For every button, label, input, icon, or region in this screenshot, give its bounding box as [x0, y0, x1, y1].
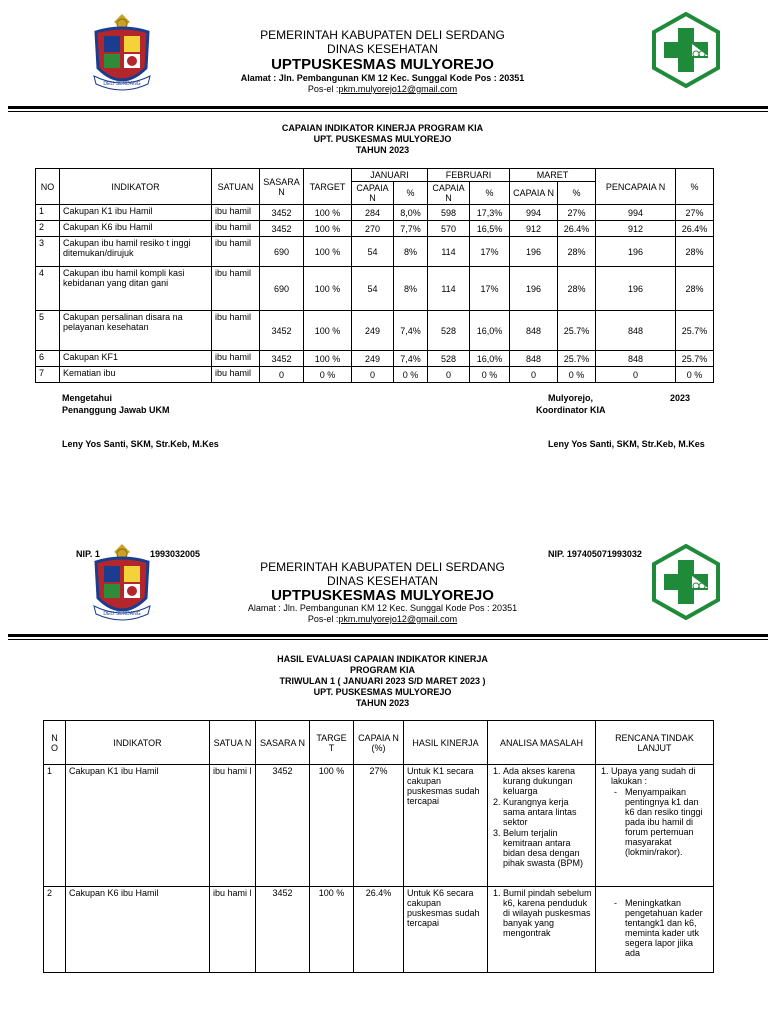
table-cell-no: 2: [36, 221, 60, 237]
table-cell-sas: 3452: [260, 205, 304, 221]
header2-line3: UPTPUSKESMAS MULYOREJO: [271, 587, 494, 604]
header-rule-thick: [8, 106, 768, 109]
analisa-item: 3. Belum terjalin kemitraan antara bidan desa dengan pihak swasta (BPM): [503, 828, 592, 868]
table-cell-hasil: Untuk K1 secara cakupan puskesmas sudah tercapai: [404, 765, 488, 887]
district-emblem-2: [90, 542, 154, 626]
table-cell-pp: 25.7%: [676, 311, 714, 351]
th2-satuan: SATUA N: [210, 721, 256, 765]
puskesmas-logo-icon: [652, 12, 720, 88]
table-cell-tgt: 100 %: [304, 351, 352, 367]
table-cell-tgt: 100 %: [304, 311, 352, 351]
table-cell-mp: 28%: [558, 267, 596, 311]
th-pct-total: %: [676, 169, 714, 205]
sign-left-2: Penanggung Jawab UKM: [62, 405, 170, 415]
table-cell-ind: Cakupan ibu hamil kompli kasi kebidanan yang ditan gani: [60, 267, 212, 311]
table-cell-sat: ibu hamil: [212, 351, 260, 367]
table-cell-fc: 114: [428, 267, 470, 311]
table-cell-jp: 7,4%: [394, 311, 428, 351]
nip-right: NIP. 197405071993032: [548, 549, 642, 559]
table-cell-sat: ibu hamil: [212, 221, 260, 237]
table-cell-mc: 0: [510, 367, 558, 383]
th2-sasaran: SASARA N: [256, 721, 310, 765]
table-cell-jc: 54: [352, 267, 394, 311]
table-cell-tgt: 100 %: [304, 237, 352, 267]
th-satuan: SATUAN: [212, 169, 260, 205]
table-cell-mc: 848: [510, 351, 558, 367]
th2-hasil: HASIL KINERJA: [404, 721, 488, 765]
table-cell-pc: 994: [596, 205, 676, 221]
th2-capaian: CAPAIA N (%): [354, 721, 404, 765]
header-line2: DINAS KESEHATAN: [327, 42, 438, 56]
analisa-item: 1. Ada akses karena kurang dukungan keluarga: [503, 766, 592, 796]
table-row: [36, 237, 714, 267]
header2-rule-thick: [8, 634, 768, 637]
table-row: [36, 367, 714, 383]
table-row: [36, 221, 714, 237]
report2-title2: PROGRAM KIA: [350, 665, 415, 675]
th-februari: FEBRUARI: [428, 169, 510, 182]
report2-title1: HASIL EVALUASI CAPAIAN INDIKATOR KINERJA: [277, 654, 488, 664]
table-row: [44, 887, 714, 973]
table-cell-fc: 0: [428, 367, 470, 383]
table-cell-mc: 912: [510, 221, 558, 237]
table-cell-cap: 26.4%: [354, 887, 404, 973]
table-cell-ind: Cakupan persalinan disara na pelayanan kesehatan: [60, 311, 212, 351]
table-cell-sat: ibu hamil: [212, 367, 260, 383]
header2-line1: PEMERINTAH KABUPATEN DELI SERDANG: [260, 560, 505, 574]
table-cell-pp: 27%: [676, 205, 714, 221]
table-cell-fp: 16,0%: [470, 311, 510, 351]
analisa-item: 1. Bumil pindah sebelum k6, karena penduduk di wilayah puskesmas banyak yang mengontrak: [503, 888, 592, 938]
table-cell-jc: 270: [352, 221, 394, 237]
email-link[interactable]: pkm.mulyorejo12@gmail.com: [338, 84, 458, 94]
th2-analisa: ANALISA MASALAH: [488, 721, 596, 765]
table-cell-hasil: Untuk K6 secara cakupan puskesmas sudah tercapai: [404, 887, 488, 973]
th-mar-pct: %: [558, 182, 596, 205]
puskesmas-logo-icon-2: [652, 544, 720, 620]
table-cell-jp: 8%: [394, 267, 428, 311]
table-row: [36, 205, 714, 221]
table-cell-jc: 54: [352, 237, 394, 267]
table-cell-ind: Cakupan K6 ibu Hamil: [66, 887, 210, 973]
table-cell-rencana: [596, 887, 714, 973]
table-cell-ind: Cakupan ibu hamil resiko t inggi ditemukan/dirujuk: [60, 237, 212, 267]
analisa-item: 2. Kurangnya kerja sama antara lintas sektor: [503, 797, 592, 827]
sign-left-1: Mengetahui: [62, 393, 113, 403]
table-cell-pp: 0 %: [676, 367, 714, 383]
header2-email-line: [200, 614, 565, 624]
report1-title1: CAPAIAN INDIKATOR KINERJA PROGRAM KIA: [281, 123, 484, 133]
table-cell-fc: 528: [428, 351, 470, 367]
table-cell-jc: 284: [352, 205, 394, 221]
table-cell-sas: 3452: [260, 311, 304, 351]
nip-left-1: NIP. 1: [76, 549, 100, 559]
th-feb-capaian: CAPAIA N: [428, 182, 470, 205]
table-cell-fc: 528: [428, 311, 470, 351]
table-cell-tgt: 100 %: [304, 221, 352, 237]
table-cell-fp: 16,5%: [470, 221, 510, 237]
header2-line2: DINAS KESEHATAN: [327, 574, 438, 588]
th-feb-pct: %: [470, 182, 510, 205]
table-cell-jc: 0: [352, 367, 394, 383]
kia-indicator-table: [35, 168, 714, 383]
sign-right-1: Mulyorejo,: [548, 393, 594, 403]
th-jan-capaian: CAPAIA N: [352, 182, 394, 205]
th-jan-pct: %: [394, 182, 428, 205]
table-cell-jc: 249: [352, 351, 394, 367]
rencana-intro: 1. Upaya yang sudah di lakukan :: [611, 766, 696, 786]
report1-title2: UPT. PUSKESMAS MULYOREJO: [313, 134, 452, 144]
report1-title3: TAHUN 2023: [355, 145, 410, 155]
table-cell-cap: 27%: [354, 765, 404, 887]
header-address: Alamat : Jln. Pembangunan KM 12 Kec. Sunggal Kode Pos : 20351: [240, 73, 525, 83]
table-cell-analisa: [488, 765, 596, 887]
table-cell-ind: Kematian ibu: [60, 367, 212, 383]
table-cell-no: 1: [36, 205, 60, 221]
name-right: Leny Yos Santi, SKM, Str.Keb, M.Kes: [548, 439, 705, 449]
table-cell-ind: Cakupan K6 ibu Hamil: [60, 221, 212, 237]
table-cell-mp: 25.7%: [558, 351, 596, 367]
th-indikator: INDIKATOR: [60, 169, 212, 205]
table-cell-ind: Cakupan K1 ibu Hamil: [60, 205, 212, 221]
table-row: [36, 351, 714, 367]
table-cell-tgt: 100 %: [310, 765, 354, 887]
report2-title3: TRIWULAN 1 ( JANUARI 2023 S/D MARET 2023 ): [279, 676, 486, 686]
table-cell-ind: Cakupan K1 ibu Hamil: [66, 765, 210, 887]
emblem-text-2: DELI SERDANG: [103, 611, 141, 617]
table-cell-fc: 570: [428, 221, 470, 237]
rencana-item: - Menyampaikan pentingnya k1 dan k6 dan resiko tinggi pada ibu hamil di forum pertemuan masyarakat (lokmin/rakor).: [611, 787, 710, 857]
table-cell-pp: 28%: [676, 237, 714, 267]
table-cell-mc: 196: [510, 267, 558, 311]
name-left: Leny Yos Santi, SKM, Str.Keb, M.Kes: [62, 439, 219, 449]
table-cell-jp: 8,0%: [394, 205, 428, 221]
email-prefix-2: Pos-el :: [307, 614, 339, 624]
table-cell-tgt: 0 %: [304, 367, 352, 383]
th2-rencana: RENCANA TINDAK LANJUT: [596, 721, 714, 765]
table-cell-analisa: [488, 887, 596, 973]
table-cell-mc: 994: [510, 205, 558, 221]
table-cell-jp: 8%: [394, 237, 428, 267]
header-email-line: [200, 84, 565, 94]
table-cell-sas: 0: [260, 367, 304, 383]
nip-left-2: 1993032005: [150, 549, 201, 559]
table-cell-fp: 17,3%: [470, 205, 510, 221]
th2-target: TARGE T: [310, 721, 354, 765]
table-cell-tgt: 100 %: [304, 205, 352, 221]
table-cell-no: 5: [36, 311, 60, 351]
table-cell-no: 3: [36, 237, 60, 267]
table-cell-sas: 690: [260, 237, 304, 267]
email-prefix: Pos-el :: [307, 84, 339, 94]
table-cell-mp: 28%: [558, 237, 596, 267]
table-row: [44, 765, 714, 887]
evaluation-table: [43, 720, 714, 973]
email-link-2[interactable]: pkm.mulyorejo12@gmail.com: [338, 614, 458, 624]
table-cell-fp: 17%: [470, 237, 510, 267]
table-cell-sat: ibu hamil: [212, 237, 260, 267]
table-cell-sas: 3452: [260, 351, 304, 367]
table-cell-jp: 7,7%: [394, 221, 428, 237]
table-cell-sat: ibu hami l: [210, 887, 256, 973]
th-sasaran: SASARA N: [260, 169, 304, 205]
header2-address: Alamat : Jln. Pembangunan KM 12 Kec. Sunggal Kode Pos : 20351: [247, 603, 518, 613]
table-cell-no: 2: [44, 887, 66, 973]
table-cell-pp: 28%: [676, 267, 714, 311]
table-cell-tgt: 100 %: [310, 887, 354, 973]
rencana-item: - Meningkatkan pengetahuan kader tentangk1 dan k6, meminta kader utk segera lapor jiika ada: [611, 898, 710, 958]
table-cell-no: 4: [36, 267, 60, 311]
table-cell-rencana: [596, 765, 714, 887]
table-cell-jc: 249: [352, 311, 394, 351]
table-cell-pc: 912: [596, 221, 676, 237]
table-cell-sat: ibu hamil: [212, 311, 260, 351]
header-line3: UPTPUSKESMAS MULYOREJO: [271, 56, 494, 73]
th-target: TARGET: [304, 169, 352, 205]
table-cell-mc: 196: [510, 237, 558, 267]
table-cell-sat: ibu hamil: [212, 205, 260, 221]
table-cell-pc: 848: [596, 351, 676, 367]
th-januari: JANUARI: [352, 169, 428, 182]
report2-title5: TAHUN 2023: [355, 698, 410, 708]
table-cell-tgt: 100 %: [304, 267, 352, 311]
table-cell-jp: 7,4%: [394, 351, 428, 367]
table-cell-pc: 0: [596, 367, 676, 383]
table-cell-fc: 114: [428, 237, 470, 267]
table-cell-mp: 25.7%: [558, 311, 596, 351]
table-cell-mp: 26.4%: [558, 221, 596, 237]
th-mar-capaian: CAPAIA N: [510, 182, 558, 205]
emblem-text: DELI SERDANG: [103, 81, 141, 87]
table-cell-ind: Cakupan KF1: [60, 351, 212, 367]
table-cell-sas: 690: [260, 267, 304, 311]
table-row: [36, 267, 714, 311]
table-cell-fp: 17%: [470, 267, 510, 311]
th-no: NO: [36, 169, 60, 205]
table-cell-sas: 3452: [260, 221, 304, 237]
th2-indikator: INDIKATOR: [66, 721, 210, 765]
table-cell-mc: 848: [510, 311, 558, 351]
table-cell-pp: 26.4%: [676, 221, 714, 237]
header-line1: PEMERINTAH KABUPATEN DELI SERDANG: [260, 28, 505, 42]
table-cell-no: 7: [36, 367, 60, 383]
table-cell-sat: ibu hami l: [210, 765, 256, 887]
table-cell-pc: 848: [596, 311, 676, 351]
th-maret: MARET: [510, 169, 596, 182]
table-cell-sas: 3452: [256, 765, 310, 887]
table-cell-sas: 3452: [256, 887, 310, 973]
sign-right-year: 2023: [670, 393, 691, 403]
table-cell-mp: 27%: [558, 205, 596, 221]
table-cell-no: 6: [36, 351, 60, 367]
table-row: [36, 311, 714, 351]
table-cell-pc: 196: [596, 237, 676, 267]
th-pencapaian: PENCAPAIA N: [596, 169, 676, 205]
header2-rule-thin: [8, 639, 768, 640]
district-emblem: [90, 12, 154, 96]
table-cell-fc: 598: [428, 205, 470, 221]
header-rule-thin: [8, 111, 768, 112]
table-cell-fp: 16,0%: [470, 351, 510, 367]
table-cell-mp: 0 %: [558, 367, 596, 383]
table-cell-pc: 196: [596, 267, 676, 311]
table-cell-jp: 0 %: [394, 367, 428, 383]
table-cell-pp: 25.7%: [676, 351, 714, 367]
sign-right-2: Koordinator KIA: [536, 405, 606, 415]
table-cell-fp: 0 %: [470, 367, 510, 383]
th2-no: N O: [44, 721, 66, 765]
table-cell-no: 1: [44, 765, 66, 887]
table-cell-sat: ibu hamil: [212, 267, 260, 311]
report2-title4: UPT. PUSKESMAS MULYOREJO: [313, 687, 452, 697]
